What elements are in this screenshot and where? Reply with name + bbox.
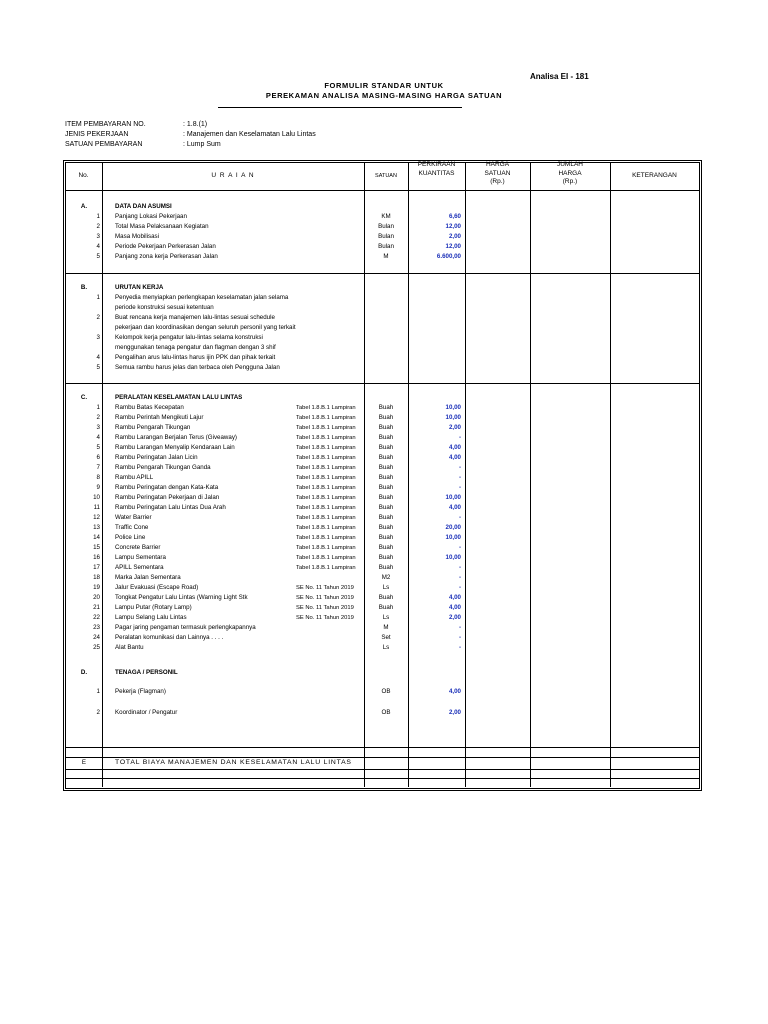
item-description: Rambu Larangan Berjalan Terus (Giveaway) [115,434,237,441]
item-quantity: 4,00 [448,454,461,461]
item-unit: M2 [381,574,391,581]
item-unit: Ls [382,614,390,621]
step-text: periode konstruksi sesuai ketentuan [115,304,214,311]
form-subtitle: PEREKAMAN ANALISA MASING-MASING HARGA SATUAN [265,91,503,100]
item-reference: Tabel 1.8.B.1 Lampiran [296,495,356,501]
item-description: Rambu Batas Kecepatan [115,404,184,411]
item-no: 23 [93,624,100,631]
item-reference: SE No. 11 Tahun 2019 [296,615,354,621]
section-b-no: B. [80,284,88,291]
step-text: Buat rencana kerja manajemen lalu-lintas sesuai schedule [115,314,275,321]
item-quantity: 2,00 [448,424,461,431]
col-header-uraian: U R A I A N [211,172,255,179]
item-unit: Buah [378,504,394,511]
item-no: 1 [96,404,100,411]
item-description: Lampu Sementara [115,554,166,561]
item-no: 5 [96,253,100,260]
item-unit: Buah [378,594,394,601]
section-c-title: PERALATAN KESELAMATAN LALU LINTAS [115,394,243,401]
item-description: Peralatan komunikasi dan Lainnya . . . . [115,634,224,641]
item-quantity: - [458,434,461,441]
item-reference: Tabel 1.8.B.1 Lampiran [296,465,356,471]
step-text: menggunakan tenaga pengatur dan flagman dengan 3 shif [115,344,276,351]
item-reference: Tabel 1.8.B.1 Lampiran [296,435,356,441]
item-description: Jalur Evakuasi (Escape Road) [115,584,199,591]
meta-value-payment-unit: : Lump Sum [183,141,221,148]
item-description: Police Line [115,534,146,541]
item-unit: Bulan [378,223,394,230]
item-unit: Buah [378,524,394,531]
item-no: 13 [93,524,100,531]
item-quantity: - [458,544,461,551]
item-unit: Buah [378,444,394,451]
item-quantity: - [458,634,461,641]
item-description: Total Masa Pelaksanaan Kegiatan [115,223,209,230]
item-quantity: 10,00 [445,534,461,541]
item-description: Tongkat Pengatur Lalu Lintas (Warning Light Stk [115,594,248,601]
item-quantity: 10,00 [445,494,461,501]
item-unit: OB [381,709,391,716]
item-no: 1 [96,688,100,695]
row-divider [65,273,699,274]
col-header-perkiraan-line1: PERKIRAAN [417,161,456,168]
item-unit: Buah [378,604,394,611]
step-no: 4 [96,354,100,361]
item-quantity: 10,00 [445,404,461,411]
col-header-jumlah-harga [530,161,610,187]
item-no: 2 [96,414,100,421]
item-no: 20 [93,594,100,601]
item-quantity: 10,00 [445,414,461,421]
section-e-title: TOTAL BIAYA MANAJEMEN DAN KESELAMATAN LALU LINTAS [115,759,352,766]
item-unit: Buah [378,494,394,501]
item-unit: Buah [378,464,394,471]
section-a-no: A. [80,203,88,210]
item-unit: Set [381,634,391,641]
item-reference: Tabel 1.8.B.1 Lampiran [296,475,356,481]
item-description: Alat Bantu [115,644,144,651]
item-quantity: 12,00 [445,243,461,250]
item-unit: Ls [382,584,390,591]
item-no: 4 [96,434,100,441]
item-quantity: 4,00 [448,604,461,611]
item-quantity: - [458,474,461,481]
col-header-keterangan: KETERANGAN [632,172,677,179]
item-quantity: 4,00 [448,688,461,695]
item-quantity: 2,00 [448,233,461,240]
item-no: 1 [96,213,100,220]
item-unit: Buah [378,404,394,411]
item-no: 10 [93,494,100,501]
item-quantity: 2,00 [448,614,461,621]
col-divider [465,162,466,787]
item-description: Lampu Putar (Rotary Lamp) [115,604,192,611]
step-text: Kelompok kerja pengatur lalu-lintas selama konstruksi [115,334,263,341]
section-d-no: D. [80,669,88,676]
col-header-harga-satuan [465,161,530,187]
item-reference: Tabel 1.8.B.1 Lampiran [296,515,356,521]
item-quantity: 12,00 [445,223,461,230]
item-unit: Buah [378,514,394,521]
item-reference: Tabel 1.8.B.1 Lampiran [296,425,356,431]
item-no: 9 [96,484,100,491]
item-unit: Buah [378,434,394,441]
item-no: 12 [93,514,100,521]
item-description: Pekerja (Flagman) [115,688,166,695]
meta-label-item-no: ITEM PEMBAYARAN NO. [65,121,146,128]
row-divider [65,757,699,758]
item-quantity: - [458,564,461,571]
item-reference: Tabel 1.8.B.1 Lampiran [296,455,356,461]
item-description: Marka Jalan Sementara [115,574,181,581]
item-description: Periode Pekerjaan Perkerasan Jalan [115,243,216,250]
item-no: 5 [96,444,100,451]
item-quantity: 4,00 [448,504,461,511]
item-description: Pagar jaring pengaman termasuk perlengkapannya [115,624,256,631]
item-unit: KM [381,213,391,220]
row-divider [65,769,699,770]
item-description: Rambu Peringatan Lalu Lintas Dua Arah [115,504,226,511]
col-header-harga-line1: HARGA [485,161,510,168]
item-unit: Bulan [378,233,394,240]
item-no: 2 [96,709,100,716]
item-unit: Buah [378,424,394,431]
item-quantity: - [458,484,461,491]
analysis-code: Analisa EI - 181 [530,72,589,81]
col-header-perkiraan-line2: KUANTITAS [418,169,455,177]
meta-label-work-type: JENIS PEKERJAAN [65,131,129,138]
item-no: 19 [93,584,100,591]
item-no: 3 [96,233,100,240]
item-no: 2 [96,223,100,230]
item-description: Panjang Lokasi Pekerjaan [115,213,187,220]
item-no: 25 [93,644,100,651]
section-c-no: C. [80,394,88,401]
step-no: 1 [96,294,100,301]
col-header-jumlah-line3: (Rp.) [562,178,578,185]
meta-value-work-type: : Manajemen dan Keselamatan Lalu Lintas [183,131,316,138]
item-unit: Buah [378,454,394,461]
item-description: Rambu Larangan Menyalip Kendaraan Lain [115,444,235,451]
col-header-jumlah-line2: HARGA [558,169,582,177]
item-no: 16 [93,554,100,561]
section-a-title: DATA DAN ASUMSI [115,203,172,210]
item-no: 14 [93,534,100,541]
item-reference: Tabel 1.8.B.1 Lampiran [296,445,356,451]
col-header-no: No. [78,172,89,179]
row-divider [65,383,699,384]
item-unit: Ls [382,644,390,651]
item-unit: Buah [378,534,394,541]
item-quantity: - [458,464,461,471]
item-description: Water Barrier [115,514,152,521]
item-quantity: 6.600,00 [436,253,461,260]
item-no: 8 [96,474,100,481]
row-divider [65,778,699,779]
item-no: 18 [93,574,100,581]
col-divider [530,162,531,787]
item-reference: Tabel 1.8.B.1 Lampiran [296,525,356,531]
item-no: 22 [93,614,100,621]
item-unit: Buah [378,564,394,571]
step-no: 5 [96,364,100,371]
col-header-jumlah-line1: JUMLAH [556,161,583,168]
section-e-no: E [81,759,87,766]
item-reference: SE No. 11 Tahun 2019 [296,605,354,611]
form-title: FORMULIR STANDAR UNTUK [324,81,444,90]
item-quantity: 4,00 [448,444,461,451]
item-unit: M [383,624,389,631]
item-description: Rambu APILL [115,474,154,481]
item-no: 7 [96,464,100,471]
item-quantity: 10,00 [445,554,461,561]
item-unit: Buah [378,544,394,551]
item-description: Koordinator / Pengatur [115,709,178,716]
item-description: Rambu Pengarah Tikungan [115,424,191,431]
item-description: Traffic Cone [115,524,149,531]
item-reference: Tabel 1.8.B.1 Lampiran [296,565,356,571]
item-no: 17 [93,564,100,571]
item-description: Rambu Peringatan Pekerjaan di Jalan [115,494,220,501]
col-header-perkiraan [408,161,465,178]
title-underline [218,107,462,108]
item-unit: Bulan [378,243,394,250]
step-text: Penyedia menyiapkan perlengkapan keselamatan jalan selama [115,294,289,301]
item-quantity: 6,60 [448,213,461,220]
col-divider [102,162,103,787]
col-header-satuan: SATUAN [375,173,397,179]
item-reference: Tabel 1.8.B.1 Lampiran [296,555,356,561]
item-quantity: - [458,584,461,591]
item-description: Masa Mobilisasi [115,233,160,240]
item-description: APILL Sementara [115,564,164,571]
col-header-harga-line2: SATUAN [484,169,511,177]
item-unit: M [383,253,389,260]
step-text: pekerjaan dan koordinasikan dengan seluruh personil yang terkait [115,324,296,331]
item-description: Rambu Peringatan Jalan Licin [115,454,198,461]
item-unit: Buah [378,484,394,491]
section-b-title: URUTAN KERJA [115,284,164,291]
item-quantity: 20,00 [445,524,461,531]
item-no: 3 [96,424,100,431]
item-no: 21 [93,604,100,611]
col-divider [610,162,611,787]
meta-value-item-no: : 1.8.(1) [183,121,208,128]
item-no: 24 [93,634,100,641]
item-reference: Tabel 1.8.B.1 Lampiran [296,485,356,491]
step-no: 3 [96,334,100,341]
item-quantity: - [458,514,461,521]
item-reference: Tabel 1.8.B.1 Lampiran [296,535,356,541]
item-no: 15 [93,544,100,551]
step-no: 2 [96,314,100,321]
section-d-title: TENAGA / PERSONIL [115,669,178,676]
item-description: Lampu Selang Lalu Lintas [115,614,187,621]
item-quantity: - [458,574,461,581]
item-quantity: - [458,624,461,631]
item-reference: SE No. 11 Tahun 2019 [296,595,354,601]
row-divider [65,190,699,191]
item-unit: OB [381,688,391,695]
item-no: 4 [96,243,100,250]
item-quantity: 4,00 [448,594,461,601]
step-text: Pengalihan arus lalu-lintas harus ijin PPK dan pihak terkait [115,354,276,361]
item-no: 11 [93,504,100,511]
item-unit: Buah [378,474,394,481]
item-quantity: 2,00 [448,709,461,716]
step-text: Semua rambu harus jelas dan terbaca oleh Pengguna Jalan [115,364,280,371]
item-description: Concrete Barrier [115,544,161,551]
item-quantity: - [458,644,461,651]
item-unit: Buah [378,554,394,561]
col-header-harga-line3: (Rp.) [490,178,505,185]
item-reference: Tabel 1.8.B.1 Lampiran [296,415,356,421]
item-reference: Tabel 1.8.B.1 Lampiran [296,505,356,511]
item-no: 6 [96,454,100,461]
item-description: Panjang zona kerja Perkerasan Jalan [115,253,218,260]
meta-label-payment-unit: SATUAN PEMBAYARAN [65,141,143,148]
item-reference: SE No. 11 Tahun 2019 [296,585,354,591]
item-description: Rambu Perintah Mengikuti Lajur [115,414,204,421]
row-divider [65,747,699,748]
item-reference: Tabel 1.8.B.1 Lampiran [296,545,356,551]
item-reference: Tabel 1.8.B.1 Lampiran [296,405,356,411]
item-unit: Buah [378,414,394,421]
item-description: Rambu Pengarah Tikungan Ganda [115,464,211,471]
item-description: Rambu Peringatan dengan Kata-Kata [115,484,219,491]
